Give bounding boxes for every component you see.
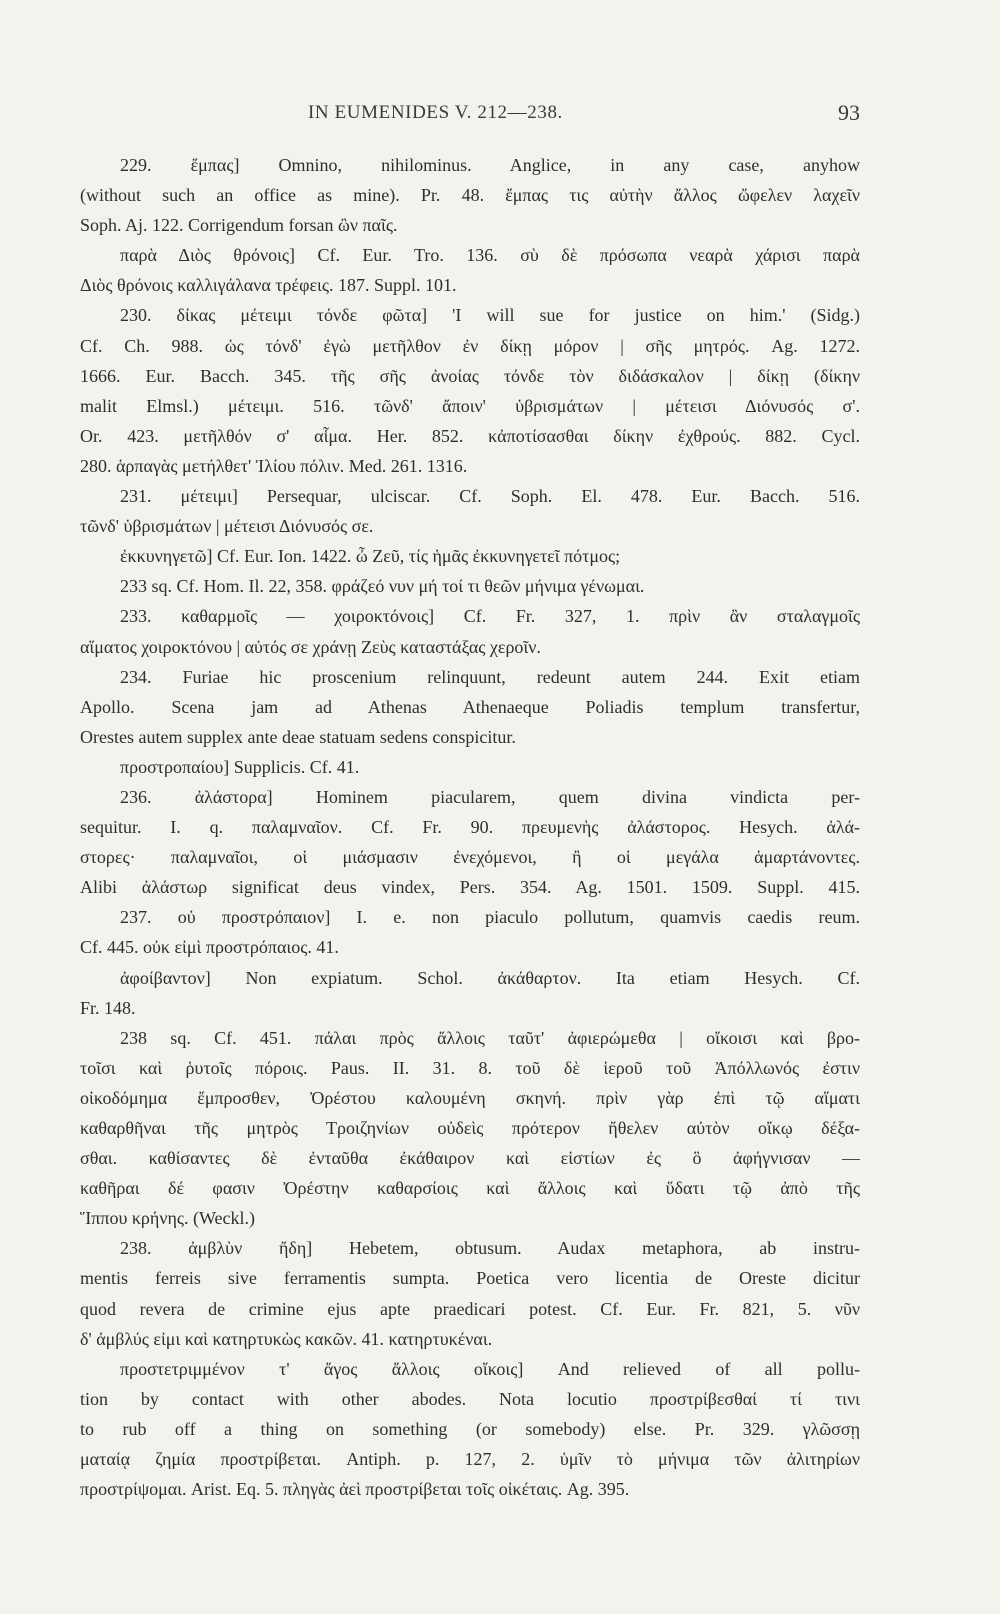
- text-line: 280. ἁρπαγὰς μετήλθετ' Ἰλίου πόλιν. Med. 261. 1316.: [80, 455, 468, 476]
- text-line: ἀφοίβαντον] Non expiatum. Schol. ἀκάθαρτον. Ita etiam Hesych. Cf.: [120, 967, 860, 988]
- text-line: sequitur. I. q. παλαμναῖον. Cf. Fr. 90. πρευμενὴς ἀλάστορος. Hesych. ἀλά-: [80, 817, 860, 838]
- text-line: 1666. Eur. Bacch. 345. τῆς σῆς ἀνοίας τόνδε τὸν διδάσκαλον | δίκῃ (δίκην: [80, 365, 860, 386]
- text-line: 233 sq. Cf. Hom. Il. 22, 358. φράζεό νυν μή τοί τι θεῶν μήνιμα γένωμαι.: [120, 576, 645, 597]
- running-head: IN EUMENIDES V. 212—238.: [308, 102, 563, 123]
- text-line: Διὸς θρόνοις καλλιγάλανα τρέφεις. 187. Suppl. 101.: [80, 275, 457, 296]
- text-line: to rub off a thing on something (or somebody) else. Pr. 329. γλῶσσῃ: [80, 1418, 860, 1439]
- text-line: Alibi ἀλάστωρ significat deus vindex, Pers. 354. Ag. 1501. 1509. Suppl. 415.: [80, 877, 860, 898]
- text-line: καθῆραι δέ φασιν Ὀρέστην καθαρσίοις καὶ ἄλλοις καὶ ὕδατι τῷ ἀπὸ τῆς: [80, 1178, 860, 1199]
- text-line: τοῖσι καὶ ῥυτοῖς πόροις. Paus. II. 31. 8. τοῦ δὲ ἱεροῦ τοῦ Ἀπόλλωνός ἐστιν: [80, 1057, 860, 1078]
- text-line: 236. ἀλάστορα] Hominem piacularem, quem divina vindicta per-: [120, 786, 860, 807]
- text-line: tion by contact with other abodes. Nota locutio προστρίβεσθαί τί τινι: [80, 1388, 860, 1409]
- text-line: 229. ἔμπας] Omnino, nihilominus. Anglice, in any case, anyhow: [120, 155, 860, 175]
- text-line: 238. ἀμβλὺν ἤδη] Hebetem, obtusum. Audax metaphora, ab instru-: [120, 1238, 860, 1259]
- text-line: Soph. Aj. 122. Corrigendum forsan ὢν παῖς.: [80, 215, 398, 236]
- text-line: (without such an office as mine). Pr. 48. ἔμπας τις αὐτὴν ἄλλος ὤφελεν λαχεῖν: [80, 185, 860, 206]
- text-line: Fr. 148.: [80, 997, 136, 1018]
- text-line: 238 sq. Cf. 451. πάλαι πρὸς ἄλλοις ταῦτ' ἀφιερώμεθα | οἴκοισι καὶ βρο-: [120, 1027, 860, 1048]
- text-line: οἰκοδόμημα ἔμπροσθεν, Ὀρέστου καλουμένη σκηνή. πρὶν γὰρ ἐπὶ τῷ αἵματι: [80, 1087, 860, 1108]
- commentary-text: [80, 150, 860, 1504]
- text-line: 233. καθαρμοῖς — χοιροκτόνοις] Cf. Fr. 327, 1. πρὶν ἂν σταλαγμοῖς: [120, 606, 860, 627]
- text-line: Or. 423. μετῆλθόν σ' αἷμα. Her. 852. κἀποτίσασθαι δίκην ἐχθρούς. 882. Cycl.: [80, 425, 860, 446]
- text-line: Ἵππου κρήνης. (Weckl.): [80, 1208, 256, 1229]
- text-line: 237. οὐ προστρόπαιον] I. e. non piaculo pollutum, quamvis caedis reum.: [120, 907, 860, 928]
- text-line: Orestes autem supplex ante deae statuam sedens conspicitur.: [80, 726, 516, 747]
- text-line: ματαίᾳ ζημία προστρίβεται. Antiph. p. 127, 2. ὑμῖν τὸ μήνιμα τῶν ἀλιτηρίων: [80, 1449, 860, 1470]
- text-line: προστροπαίου] Supplicis. Cf. 41.: [120, 756, 360, 777]
- text-line: δ' ἀμβλύς εἰμι καὶ κατηρτυκὼς κακῶν. 41. κατηρτυκέναι.: [80, 1328, 493, 1349]
- text-line: Cf. Ch. 988. ὡς τόνδ' ἐγὼ μετῆλθον ἐν δίκῃ μόρον | σῆς μητρός. Ag. 1272.: [80, 335, 860, 356]
- text-line: στορες· παλαμναῖοι, οἱ μιάσμασιν ἐνεχόμενοι, ἢ οἱ μεγάλα ἁμαρτάνοντες.: [80, 847, 860, 868]
- text-line: 234. Furiae hic proscenium relinquunt, redeunt autem 244. Exit etiam: [120, 666, 860, 687]
- text-line: παρὰ Διὸς θρόνοις] Cf. Eur. Tro. 136. σὺ δὲ πρόσωπα νεαρὰ χάρισι παρὰ: [120, 245, 860, 266]
- text-line: Cf. 445. οὐκ εἰμὶ προστρόπαιος. 41.: [80, 937, 339, 958]
- page-number: 93: [838, 100, 860, 125]
- text-line: mentis ferreis sive ferramentis sumpta. Poetica vero licentia de Oreste dicitur: [80, 1268, 860, 1289]
- text-line: quod revera de crimine ejus apte praedicari potest. Cf. Eur. Fr. 821, 5. νῦν: [80, 1298, 860, 1319]
- text-line: 231. μέτειμι] Persequar, ulciscar. Cf. Soph. El. 478. Eur. Bacch. 516.: [120, 486, 860, 507]
- text-line: αἵματος χοιροκτόνου | αὐτός σε χράνῃ Ζεὺς καταστάξας χεροῖν.: [80, 636, 541, 657]
- text-line: καθαρθῆναι τῆς μητρὸς Τροιζηνίων οὐδεὶς πρότερον ἤθελεν αὐτὸν οἴκῳ δέξα-: [80, 1118, 860, 1138]
- text-line: προστρίψομαι. Arist. Eq. 5. πληγὰς ἀεὶ προστρίβεται τοῖς οἰκέταις. Ag. 395.: [80, 1479, 630, 1500]
- page-header: [80, 102, 860, 130]
- text-line: τῶνδ' ὑβρισμάτων | μέτεισι Διόνυσός σε.: [80, 516, 374, 537]
- text-line: Apollo. Scena jam ad Athenas Athenaeque Poliadis templum transfertur,: [80, 696, 860, 717]
- text-line: 230. δίκας μέτειμι τόνδε φῶτα] 'I will sue for justice on him.' (Sidg.): [120, 305, 860, 326]
- text-line: malit Elmsl.) μέτειμι. 516. τῶνδ' ἄποιν' ὑβρισμάτων | μέτεισι Διόνυσός σ'.: [80, 395, 860, 416]
- text-line: σθαι. καθίσαντες δὲ ἐνταῦθα ἐκάθαιρον καὶ εἱστίων ἐς ὃ ἀφήγνισαν —: [80, 1148, 860, 1169]
- text-line: προστετριμμένον τ' ἄγος ἄλλοις οἴκοις] And relieved of all pollu-: [120, 1358, 860, 1379]
- text-line: ἐκκυνηγετῶ] Cf. Eur. Ion. 1422. ὦ Ζεῦ, τίς ἡμᾶς ἐκκυνηγετεῖ πότμος;: [120, 546, 621, 567]
